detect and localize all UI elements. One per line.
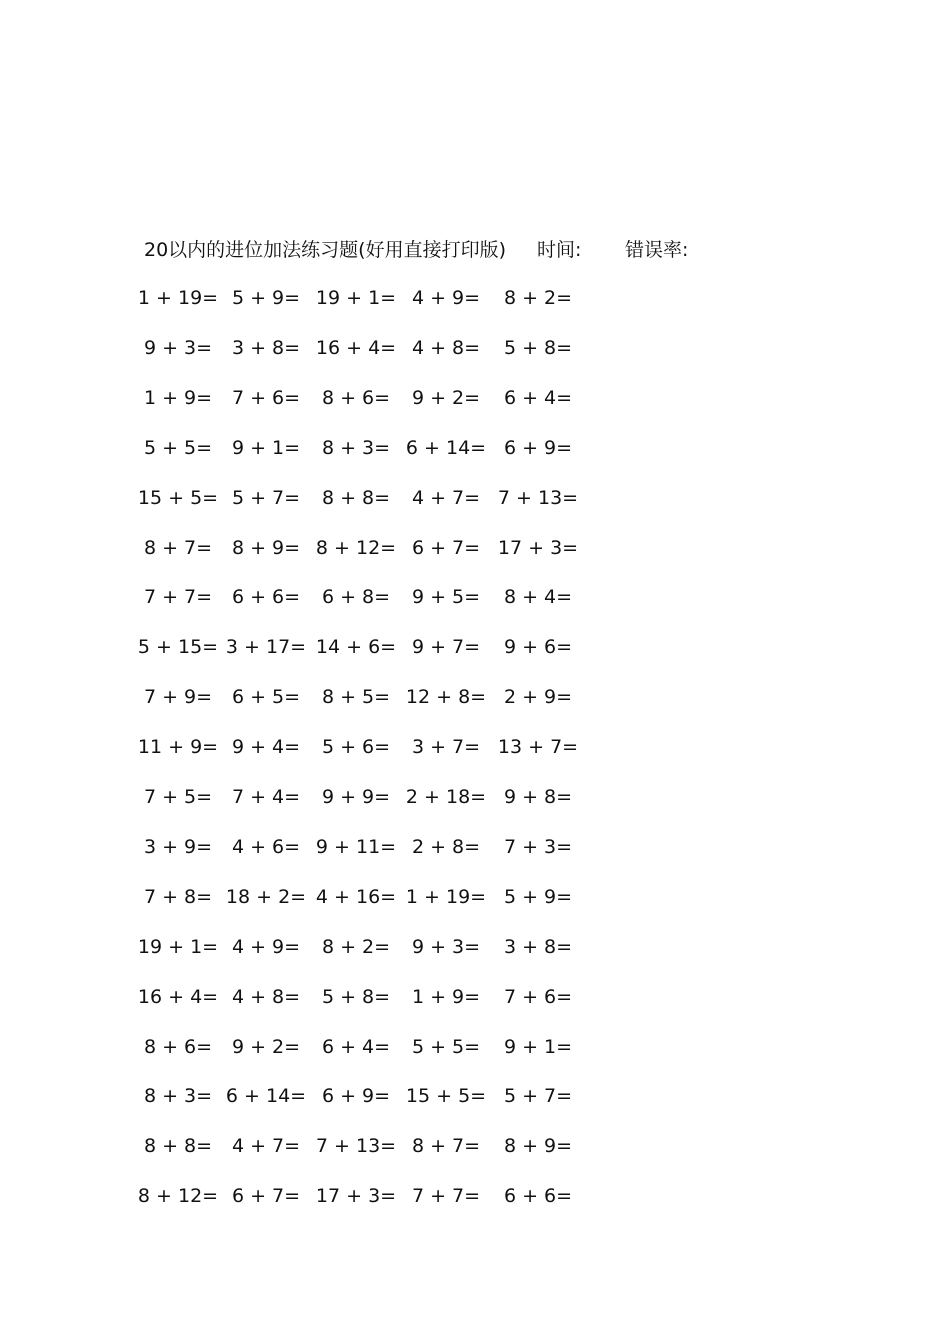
addition-problem: 3 + 7= bbox=[411, 736, 481, 759]
addition-problem: 15 + 5= bbox=[405, 1085, 487, 1108]
addition-problem: 8 + 7= bbox=[411, 1135, 481, 1158]
error-rate-label: 错误率: bbox=[625, 239, 689, 261]
addition-problem: 2 + 8= bbox=[411, 835, 481, 858]
addition-problem: 4 + 7= bbox=[231, 1135, 301, 1158]
addition-problem: 12 + 8= bbox=[405, 686, 487, 709]
addition-problem: 8 + 3= bbox=[143, 1085, 213, 1108]
addition-problem: 16 + 4= bbox=[315, 336, 397, 359]
addition-problem: 5 + 7= bbox=[231, 486, 301, 509]
addition-problem: 4 + 8= bbox=[411, 336, 481, 359]
addition-problem: 5 + 6= bbox=[321, 736, 391, 759]
addition-problem: 7 + 4= bbox=[231, 786, 301, 808]
addition-problem: 3 + 8= bbox=[503, 935, 573, 958]
addition-problem: 4 + 7= bbox=[411, 486, 481, 509]
addition-problem: 17 + 3= bbox=[497, 536, 579, 559]
addition-problem: 8 + 9= bbox=[503, 1135, 573, 1158]
addition-problem: 8 + 7= bbox=[143, 536, 213, 559]
addition-problem: 7 + 5= bbox=[143, 786, 213, 808]
addition-problem: 3 + 17= bbox=[225, 636, 307, 659]
addition-problem: 8 + 8= bbox=[321, 486, 391, 509]
addition-problem: 9 + 3= bbox=[411, 935, 481, 958]
addition-problem: 9 + 3= bbox=[143, 336, 213, 359]
addition-problem: 8 + 12= bbox=[315, 536, 397, 559]
addition-problem: 15 + 5= bbox=[137, 486, 219, 509]
addition-problem: 19 + 1= bbox=[315, 287, 397, 309]
addition-problem: 9 + 5= bbox=[411, 586, 481, 609]
addition-problem: 2 + 9= bbox=[503, 686, 573, 709]
addition-problem: 4 + 9= bbox=[411, 287, 481, 309]
addition-problem: 7 + 13= bbox=[315, 1135, 397, 1158]
addition-problem: 1 + 9= bbox=[143, 386, 213, 409]
addition-problem: 5 + 8= bbox=[503, 336, 573, 359]
addition-problem: 11 + 9= bbox=[137, 736, 219, 759]
addition-problem: 4 + 8= bbox=[231, 985, 301, 1008]
addition-problem: 9 + 1= bbox=[231, 436, 301, 459]
addition-problem: 9 + 2= bbox=[231, 1035, 301, 1058]
addition-problem: 7 + 7= bbox=[411, 1185, 481, 1208]
addition-problem: 1 + 19= bbox=[405, 885, 487, 908]
addition-problem: 7 + 8= bbox=[143, 885, 213, 908]
time-label: 时间: bbox=[537, 239, 582, 261]
addition-problem: 6 + 9= bbox=[503, 436, 573, 459]
addition-problem: 9 + 2= bbox=[411, 386, 481, 409]
addition-problem: 16 + 4= bbox=[137, 985, 219, 1008]
addition-problem: 9 + 7= bbox=[411, 636, 481, 659]
addition-problem: 7 + 6= bbox=[503, 985, 573, 1008]
addition-problem: 4 + 9= bbox=[231, 935, 301, 958]
addition-problem: 7 + 13= bbox=[497, 486, 579, 509]
addition-problem: 5 + 7= bbox=[503, 1085, 573, 1108]
addition-problem: 6 + 5= bbox=[231, 686, 301, 709]
addition-problem: 1 + 19= bbox=[137, 287, 219, 309]
addition-problem: 6 + 9= bbox=[321, 1085, 391, 1108]
addition-problem: 13 + 7= bbox=[497, 736, 579, 759]
addition-problem: 9 + 1= bbox=[503, 1035, 573, 1058]
addition-problem: 17 + 3= bbox=[315, 1185, 397, 1208]
addition-problem: 5 + 5= bbox=[411, 1035, 481, 1058]
addition-problem: 7 + 9= bbox=[143, 686, 213, 709]
addition-problem: 18 + 2= bbox=[225, 885, 307, 908]
addition-problem: 14 + 6= bbox=[315, 636, 397, 659]
addition-problem: 6 + 8= bbox=[321, 586, 391, 609]
addition-problem: 6 + 7= bbox=[411, 536, 481, 559]
addition-problem: 8 + 6= bbox=[321, 386, 391, 409]
addition-problem: 5 + 9= bbox=[231, 287, 301, 309]
addition-problem: 9 + 9= bbox=[321, 786, 391, 808]
addition-problem: 8 + 2= bbox=[503, 287, 573, 309]
addition-problem: 9 + 6= bbox=[503, 636, 573, 659]
addition-problem: 19 + 1= bbox=[137, 935, 219, 958]
addition-problem: 6 + 6= bbox=[231, 586, 301, 609]
addition-problem: 5 + 9= bbox=[503, 885, 573, 908]
addition-problem: 5 + 15= bbox=[137, 636, 219, 659]
addition-problem: 6 + 7= bbox=[231, 1185, 301, 1208]
addition-problem: 5 + 8= bbox=[321, 985, 391, 1008]
addition-problem: 8 + 5= bbox=[321, 686, 391, 709]
addition-problem: 8 + 6= bbox=[143, 1035, 213, 1058]
addition-problem: 1 + 9= bbox=[411, 985, 481, 1008]
addition-problem: 6 + 6= bbox=[503, 1185, 573, 1208]
addition-problem: 6 + 14= bbox=[225, 1085, 307, 1108]
addition-problem: 7 + 3= bbox=[503, 835, 573, 858]
addition-problem: 8 + 3= bbox=[321, 436, 391, 459]
addition-problem: 4 + 6= bbox=[231, 835, 301, 858]
addition-problem: 7 + 7= bbox=[143, 586, 213, 609]
addition-problem: 2 + 18= bbox=[405, 786, 487, 808]
worksheet-title: 20以内的进位加法练习题(好用直接打印版) bbox=[144, 239, 507, 261]
addition-problem: 8 + 9= bbox=[231, 536, 301, 559]
addition-problem: 4 + 16= bbox=[315, 885, 397, 908]
addition-problem: 9 + 4= bbox=[231, 736, 301, 759]
addition-problem: 9 + 11= bbox=[315, 835, 397, 858]
addition-problem: 9 + 8= bbox=[503, 786, 573, 808]
addition-problem: 7 + 6= bbox=[231, 386, 301, 409]
addition-problem: 3 + 8= bbox=[231, 336, 301, 359]
addition-problem: 6 + 4= bbox=[503, 386, 573, 409]
addition-problem: 6 + 4= bbox=[321, 1035, 391, 1058]
addition-problem: 6 + 14= bbox=[405, 436, 487, 459]
addition-problem: 5 + 5= bbox=[143, 436, 213, 459]
addition-problem: 8 + 12= bbox=[137, 1185, 219, 1208]
addition-problem: 3 + 9= bbox=[143, 835, 213, 858]
addition-problem: 8 + 2= bbox=[321, 935, 391, 958]
addition-problem: 8 + 8= bbox=[143, 1135, 213, 1158]
addition-problem: 8 + 4= bbox=[503, 586, 573, 609]
